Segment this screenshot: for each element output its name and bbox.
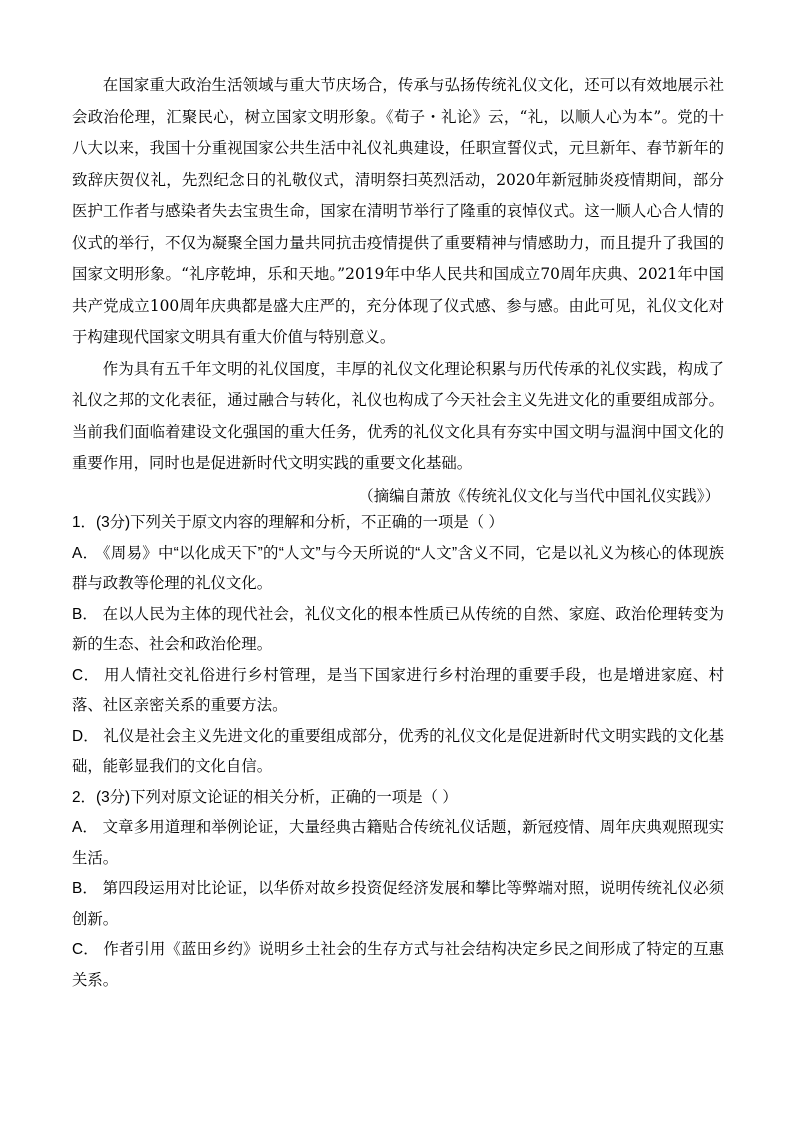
reading-passage bbox=[72, 70, 724, 512]
question-1 bbox=[72, 508, 724, 783]
option-letter: B． bbox=[72, 605, 98, 623]
option-letter: C． bbox=[72, 666, 100, 684]
option-letter: C． bbox=[72, 941, 99, 958]
option-text: 《周易》中“以化成天下”的“人文”与今天所说的“人文”含义不同，它是以礼义为核心的体现族群与政教等伦理的礼仪文化。 bbox=[72, 544, 724, 592]
passage-paragraph-1: 在国家重大政治生活领域与重大节庆场合，传承与弘扬传统礼仪文化，还可以有效地展示社会政治伦理，汇聚民心，树立国家文明形象。《荀子・礼论》云，“礼，以顺人心为本”。党的十八大以来，我国十分重视国家公共生活中礼仪礼典建设，任职宣誓仪式，元旦新年、春节新年的致辞庆贺仪礼，先烈纪念日的礼敬仪式，清明祭扫英烈活动，2020年新冠肺炎疫情期间，部分医护工作者与感染者失去宝贵生命，国家在清明节举行了隆重的哀悼仪式。这一顺人心合人情的仪式的举行，不仅为凝聚全国力量共同抗击疫情提供了重要精神与情感助力，而且提升了我国的国家文明形象。“礼序乾坤，乐和天地。”2019年中华人民共和国成立70周年庆典、2021年中国共产党成立100周年庆典都是盛大庄严的，充分体现了仪式感、参与感。由此可见，礼仪文化对于构建现代国家文明具有重大价值与特别意义。 bbox=[72, 76, 724, 346]
question-list bbox=[72, 508, 724, 996]
question-2 bbox=[72, 783, 724, 997]
option-letter: A． bbox=[72, 819, 98, 836]
question-2-option-c bbox=[72, 935, 724, 996]
question-1-option-b bbox=[72, 600, 724, 661]
option-text: 文章多用道理和举例论证，大量经典古籍贴合传统礼仪话题，新冠疫情、周年庆典观照现实生活。 bbox=[72, 819, 725, 867]
option-letter: D． bbox=[72, 727, 99, 745]
question-2-stem: 2．(3分)下列对原文论证的相关分析，正确的一项是（ ） bbox=[72, 788, 458, 806]
question-1-stem: 1．(3分)下列关于原文内容的理解和分析，不正确的一项是（ ） bbox=[72, 514, 504, 531]
option-letter: B． bbox=[72, 880, 98, 897]
question-2-option-b bbox=[72, 874, 724, 935]
option-text: 第四段运用对比论证，以华侨对故乡投资促经济发展和攀比等弊端对照，说明传统礼仪必须创新。 bbox=[72, 880, 725, 928]
option-text: 用人情社交礼俗进行乡村管理，是当下国家进行乡村治理的重要手段，也是增进家庭、村落、社区亲密关系的重要方法。 bbox=[72, 666, 724, 714]
option-text: 礼仪是社会主义先进文化的重要组成部分，优秀的礼仪文化是促进新时代文明实践的文化基础，能彰显我们的文化自信。 bbox=[72, 727, 724, 775]
question-2-option-a bbox=[72, 813, 724, 874]
question-1-option-c bbox=[72, 661, 724, 722]
passage-source: （摘编自萧放《传统礼仪文化与当代中国礼仪实践》） bbox=[358, 486, 720, 505]
question-1-option-d bbox=[72, 722, 724, 783]
option-text: 在以人民为主体的现代社会，礼仪文化的根本性质已从传统的自然、家庭、政治伦理转变为新的生态、社会和政治伦理。 bbox=[72, 605, 725, 653]
question-1-option-a bbox=[72, 539, 724, 600]
option-text: 作者引用《蓝田乡约》说明乡土社会的生存方式与社会结构决定乡民之间形成了特定的互惠关系。 bbox=[72, 941, 724, 989]
option-letter: A． bbox=[72, 544, 99, 562]
passage-paragraph-2: 作为具有五千年文明的礼仪国度，丰厚的礼仪文化理论积累与历代传承的礼仪实践，构成了礼仪之邦的文化表征，通过融合与转化，礼仪也构成了今天社会主义先进文化的重要组成部分。当前我们面临着建设文化强国的重大任务，优秀的礼仪文化具有夯实中国文明与温润中国文化的重要作用，同时也是促进新时代文明实践的重要文化基础。 bbox=[72, 359, 724, 472]
